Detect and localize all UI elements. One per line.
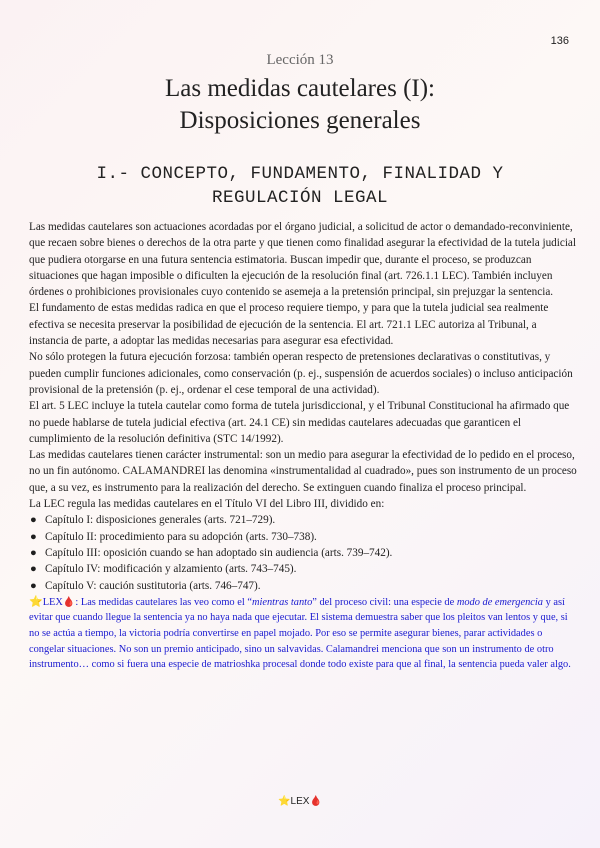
section-heading <box>40 162 560 210</box>
list-item <box>29 561 577 577</box>
blood-drop-icon: 🩸 <box>62 596 76 608</box>
list-item-text: Capítulo V: caución sustitutoria (arts. 746–747). <box>45 579 261 592</box>
lex-tag: LEX <box>42 596 63 608</box>
note-text-1: : Las medidas cautelares las veo como el “ <box>75 596 252 608</box>
title-line-2: Disposiciones generales <box>179 107 421 134</box>
page-title <box>0 73 600 137</box>
paragraph-fundamento: El fundamento de estas medidas radica en que el proceso requiere tiempo, y para que la tutela judicial sea realmente efectiva se necesita preservar la posibilidad de ejecución de la sentencia. El art. 721.1 LEC autoriza al Tribunal, a instancia de parte, a adoptar las medidas necesarias para asegurar esa efectividad. <box>29 302 549 348</box>
section-heading-line-1: I.- CONCEPTO, FUNDAMENTO, FINALIDAD Y <box>96 164 504 184</box>
list-item-text: Capítulo I: disposiciones generales (arts. 721–729). <box>45 514 276 527</box>
star-icon: ⭐ <box>278 796 291 807</box>
section-heading-line-2: REGULACIÓN LEGAL <box>211 188 389 208</box>
bullet-icon: ● <box>30 546 37 559</box>
star-icon: ⭐ <box>29 594 43 608</box>
bullet-icon: ● <box>30 530 37 543</box>
note-text-2: ” del proceso civil: una especie de <box>312 596 457 608</box>
paragraph-instrumental: Las medidas cautelares tienen carácter instrumental: son un medio para asegurar la efectividad de lo pedido en el proceso, no un fin autónomo. CALAMANDREI las denomina «instrumentalidad al cuadrado», pues son instrumento de un proceso que, a su vez, es instrumento para la realización del derecho. Se extinguen cuando finaliza el proceso principal. <box>29 449 577 494</box>
page-number: 136 <box>550 35 569 47</box>
lex-note <box>29 594 577 673</box>
body-text <box>29 219 577 673</box>
list-item <box>29 512 577 528</box>
list-item <box>29 578 577 594</box>
paragraph-constitucional: El art. 5 LEC incluye la tutela cautelar como forma de tutela jurisdiccional, y el Tribunal Constitucional ha afirmado que no puede hablarse de tutela judicial efectiva (art. 24.1 CE) sin medidas cautelares adecuadas que garanticen el cumplimiento de la resolución definitiva (STC 14/1992). <box>29 400 570 445</box>
list-item-text: Capítulo III: oposición cuando se han adoptado sin audiencia (arts. 739–742). <box>45 546 393 559</box>
blood-drop-icon: 🩸 <box>309 796 322 807</box>
list-item <box>29 545 577 561</box>
paragraph-definition: Las medidas cautelares son actuaciones acordadas por el órgano judicial, a solicitud de actor o demandado-reconviniente, que recaen sobre bienes o derechos de la otra parte y que tienen como finalidad asegurar la efectividad de la tutela judicial que pudiera otorgarse en una futura sentencia estimatoria. Buscan impedir que, durante el proceso, se produzcan situaciones que hagan imposible o dificulten la ejecución de la resolución final (art. 726.1.1 LEC). También incluyen órdenes o prohibiciones provisionales cuyo contenido se asemeja a la pretensión principal, sin prejuzgar la sentencia. <box>29 221 577 299</box>
lesson-label: Lección 13 <box>266 52 334 68</box>
list-item-text: Capítulo IV: modificación y alzamiento (arts. 743–745). <box>45 563 297 576</box>
paragraph-regulacion: La LEC regula las medidas cautelares en el Título VI del Libro III, dividido en: <box>29 498 385 511</box>
note-text-3: y así evitar que cuando llegue la sentencia ya no haya nada que ejecutar. El sistema demuestra saber que los pleitos van lentos y que, si no se actúa a tiempo, la victoria podría convertirse en papel mojado. Por eso se permite asegurar bienes, parar actividades o congelar situaciones. No son un premio anticipado, sino un salvavidas. Calamandrei menciona que son un instrumento de otro instrumento… como si fuera una especie de matrioshka procesal donde todo existe para que al final, la sentencia pueda valer algo. <box>29 596 571 671</box>
footer <box>0 796 600 807</box>
chapter-list <box>29 512 577 593</box>
note-italic-1: mientras tanto <box>251 596 313 608</box>
list-item <box>29 529 577 545</box>
title-line-1: Las medidas cautelares (I): <box>164 75 435 102</box>
paragraph-funciones: No sólo protegen la futura ejecución forzosa: también operan respecto de pretensiones declarativas o constitutivas, y pueden cumplir funciones adicionales, como conservación (p. ej., suspensión de acuerdos sociales) o incluso anticipación provisional de la pretensión (p. ej., ordenar el cese temporal de una actividad). <box>29 351 573 396</box>
footer-tag: LEX <box>290 796 310 807</box>
list-item-text: Capítulo II: procedimiento para su adopción (arts. 730–738). <box>45 530 317 543</box>
bullet-icon: ● <box>30 514 37 527</box>
bullet-icon: ● <box>30 579 37 592</box>
note-italic-2: modo de emergencia <box>456 596 543 608</box>
bullet-icon: ● <box>30 563 37 576</box>
